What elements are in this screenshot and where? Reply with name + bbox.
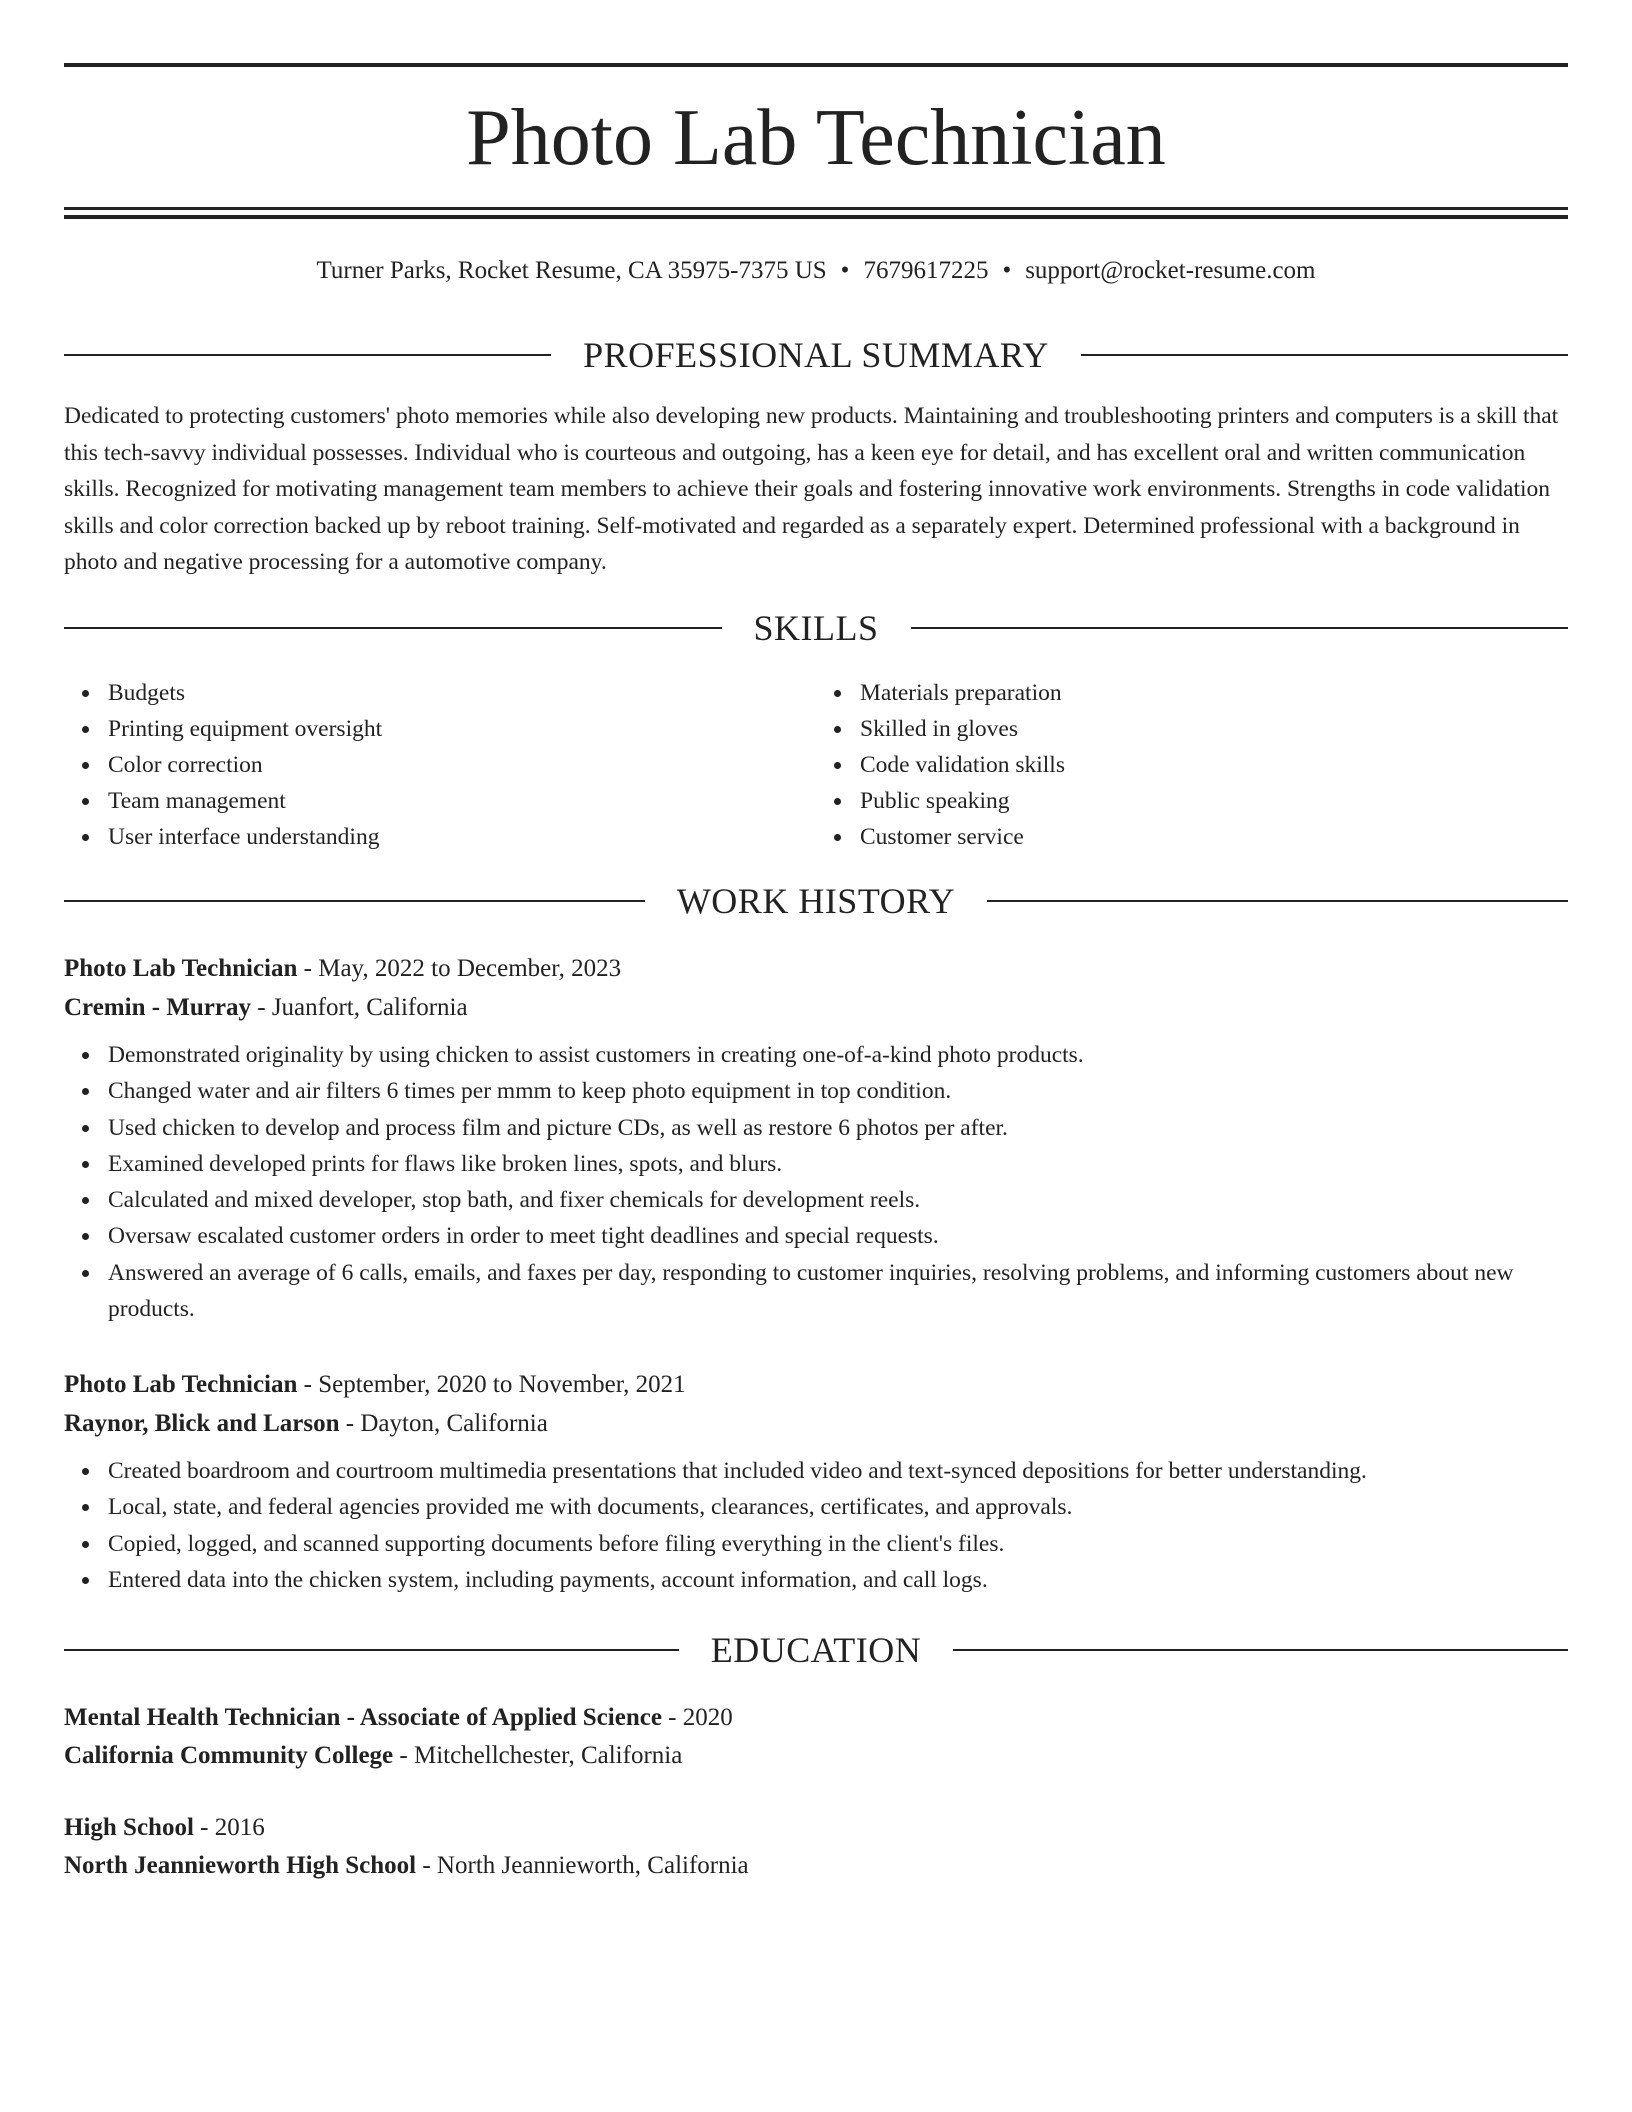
section-rule: [1081, 354, 1568, 356]
education-year: - 2020: [661, 1704, 733, 1731]
education-location: - Mitchellchester, California: [393, 1742, 683, 1769]
job-bullet: Answered an average of 6 calls, emails, and faxes per day, responding to customer inquiries, resolving problems, and informing customers about new products.: [108, 1255, 1568, 1328]
job-bullet: Changed water and air filters 6 times per mmm to keep photo equipment in top condition.: [108, 1073, 1568, 1109]
section-title: EDUCATION: [710, 1630, 922, 1670]
job-company-line: [64, 1404, 1568, 1443]
skill-item: Printing equipment oversight: [108, 711, 816, 747]
education-school: California Community College: [64, 1742, 394, 1769]
skill-item: Budgets: [108, 675, 816, 711]
job-title: Photo Lab Technician: [64, 1371, 298, 1398]
job-bullet: Local, state, and federal agencies provided me with documents, clearances, certificates, and approvals.: [108, 1489, 1568, 1525]
section-header-work: [64, 879, 1568, 923]
job-company-line: [64, 988, 1568, 1027]
job-bullet: Examined developed prints for flaws like broken lines, spots, and blurs.: [108, 1146, 1568, 1182]
job-bullets: [64, 1453, 1568, 1598]
education-school-line: [64, 1847, 1568, 1885]
section-rule: [64, 1649, 679, 1651]
skill-item: Public speaking: [860, 783, 1568, 819]
skill-item: Customer service: [860, 819, 1568, 855]
section-rule: [64, 354, 551, 356]
skill-item: Skilled in gloves: [860, 711, 1568, 747]
skill-item: Materials preparation: [860, 675, 1568, 711]
section-title: WORK HISTORY: [676, 881, 956, 921]
job-bullet: Oversaw escalated customer orders in order to meet tight deadlines and special requests.: [108, 1218, 1568, 1254]
job-bullet: Used chicken to develop and process film and picture CDs, as well as restore 6 photos per after.: [108, 1110, 1568, 1146]
job-title-line: [64, 1365, 1568, 1404]
education-degree-line: [64, 1809, 1568, 1847]
section-rule: [987, 900, 1568, 902]
job-bullet: Calculated and mixed developer, stop bath, and fixer chemicals for development reels.: [108, 1182, 1568, 1218]
job-bullets: [64, 1037, 1568, 1327]
job-location: - Juanfort, California: [251, 994, 468, 1021]
skill-item: Team management: [108, 783, 816, 819]
job-title: Photo Lab Technician: [64, 955, 298, 982]
summary-text: Dedicated to protecting customers' photo memories while also developing new products. Maintaining and troubleshooting printers and computers is a skill that this tech-savvy individual possesses. Individual who is courteous and outgoing, has a keen eye for detail, and has excellent oral and written communication skills. Recognized for motivating management team members to achieve their goals and fostering innovative work environments. Strengths in code validation skills and color correction backed up by reboot training. Self-motivated and regarded as a separately expert. Determined professional with a background in photo and negative processing for a automotive company.: [64, 403, 1559, 575]
contact-phone: 7679617225: [863, 257, 989, 284]
section-rule: [64, 627, 722, 629]
section-header-summary: [64, 333, 1568, 377]
contact-line: [64, 254, 1568, 288]
section-title: PROFESSIONAL SUMMARY: [583, 335, 1049, 375]
top-rule: [64, 63, 1568, 67]
section-header-skills: [64, 606, 1568, 650]
job-company: Cremin - Murray: [64, 994, 251, 1021]
section-rule: [953, 1649, 1568, 1651]
education-degree-line: [64, 1699, 1568, 1737]
section-header-education: [64, 1628, 1568, 1672]
job-location: - Dayton, California: [339, 1410, 548, 1437]
skill-item: User interface understanding: [108, 819, 816, 855]
skills-list: [64, 675, 1568, 855]
contact-address: Turner Parks, Rocket Resume, CA 35975-7375 US: [316, 257, 827, 284]
contact-email: support@rocket-resume.com: [1025, 257, 1316, 284]
section-rule: [64, 900, 645, 902]
education-school-line: [64, 1737, 1568, 1775]
job-bullet: Demonstrated originality by using chicken to assist customers in creating one-of-a-kind photo products.: [108, 1037, 1568, 1073]
contact-separator: •: [840, 257, 850, 284]
job-dates: - September, 2020 to November, 2021: [297, 1371, 686, 1398]
page-title: Photo Lab Technician: [466, 94, 1166, 182]
skill-item: Color correction: [108, 747, 816, 783]
education-location: - North Jeannieworth, California: [416, 1852, 749, 1879]
job-dates: - May, 2022 to December, 2023: [297, 955, 622, 982]
section-rule: [911, 627, 1569, 629]
job-bullet: Created boardroom and courtroom multimedia presentations that included video and text-synced depositions for better understanding.: [108, 1453, 1568, 1489]
skills-column-left: [64, 675, 816, 855]
job-company: Raynor, Blick and Larson: [64, 1410, 340, 1437]
job-bullet: Copied, logged, and scanned supporting documents before filing everything in the client's files.: [108, 1526, 1568, 1562]
education-entry: [64, 1809, 1568, 1885]
job-entry: [64, 1365, 1568, 1598]
education-degree: Mental Health Technician - Associate of Applied Science: [64, 1704, 662, 1731]
education-year: - 2016: [193, 1814, 265, 1841]
education-entry: [64, 1699, 1568, 1775]
section-title: SKILLS: [753, 608, 879, 648]
education-degree: High School: [64, 1814, 194, 1841]
job-title-line: [64, 949, 1568, 988]
title-double-rule: [64, 207, 1568, 219]
skills-column-right: [816, 675, 1568, 855]
job-entry: [64, 949, 1568, 1327]
education-school: North Jeannieworth High School: [64, 1852, 417, 1879]
contact-separator: •: [1002, 257, 1012, 284]
skill-item: Code validation skills: [860, 747, 1568, 783]
job-bullet: Entered data into the chicken system, including payments, account information, and call logs.: [108, 1562, 1568, 1598]
